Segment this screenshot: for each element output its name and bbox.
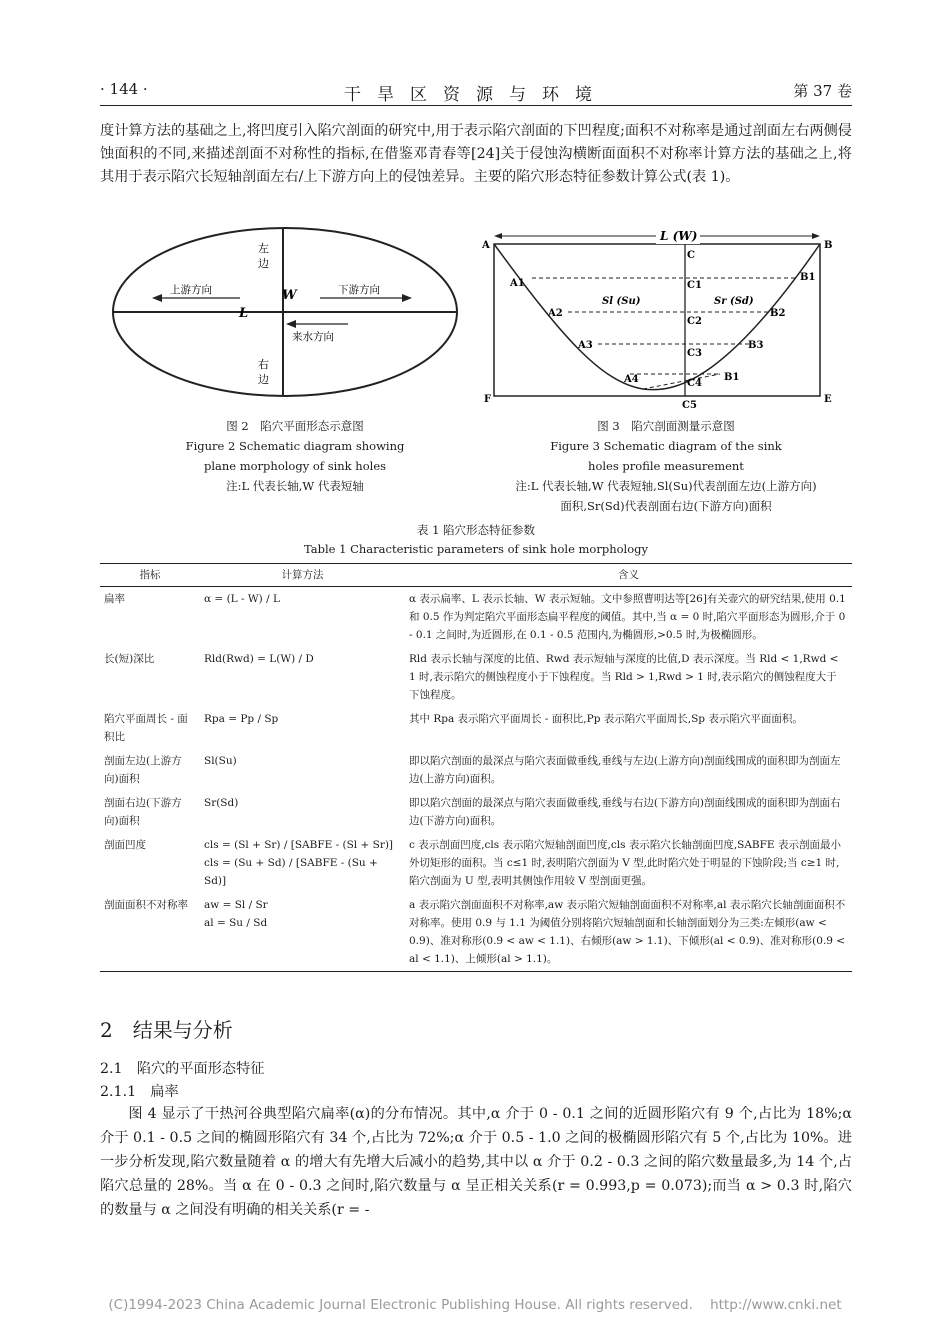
cell-meaning: 其中 Rpa 表示陷穴平面周长 - 面积比,Pp 表示陷穴平面周长,Sp 表示陷穴平面面积。 [409, 713, 803, 725]
label-Sl: Sl (Su) [602, 296, 641, 307]
cell-formula: Rld(Rwd) = L(W) / D [204, 653, 314, 665]
table-row [100, 749, 852, 791]
figure-2-caption-cn: 图 2 陷穴平面形态示意图 [226, 419, 364, 433]
cell-meaning: 即以陷穴剖面的最深点与陷穴表面做垂线,垂线与左边(上游方向)剖面线围成的面积即为剖面左边(上游方向)面积。 [409, 755, 841, 785]
label-B1-top: B1 [800, 272, 816, 283]
table-row [100, 587, 852, 648]
label-B2: B2 [770, 308, 786, 319]
label-right-side-2: 边 [258, 373, 269, 386]
cell-indicator: 剖面左边(上游方向)面积 [104, 755, 182, 785]
table-header-row [100, 564, 852, 587]
figure-3-note-1: 注:L 代表长轴,W 代表短轴,Sl(Su)代表剖面左边(上游方向) [515, 479, 817, 493]
cell-indicator: 剖面凹度 [104, 839, 146, 851]
label-B1-bottom: B1 [724, 372, 740, 383]
figure-3-caption-en-1: Figure 3 Schematic diagram of the sink [550, 439, 782, 453]
parameter-table [100, 563, 852, 972]
label-A4: A4 [624, 374, 639, 385]
cell-formula: Sr(Sd) [204, 797, 239, 809]
section-heading: 2 结果与分析 [100, 1018, 233, 1042]
label-L: L [239, 306, 249, 321]
cell-indicator: 剖面右边(下游方向)面积 [104, 797, 182, 827]
figure-3-diagram [480, 224, 852, 414]
label-downstream: 下游方向 [338, 284, 380, 296]
label-L-W: L (W) [660, 229, 698, 243]
figure-2-caption-en-1: Figure 2 Schematic diagram showing [185, 439, 405, 453]
bounding-rectangle [494, 244, 820, 396]
label-W: W [282, 288, 297, 303]
label-left-side-2: 边 [258, 257, 269, 270]
page-number: · 144 · [100, 80, 148, 98]
figure-2-diagram [108, 224, 468, 410]
figure-2-caption-en-2: plane morphology of sink holes [203, 459, 387, 473]
cell-meaning: c 表示剖面凹度,cls 表示陷穴短轴剖面凹度,cls 表示陷穴长轴剖面凹度,SABFE 表示剖面最小外切矩形的面积。当 c≤1 时,表明陷穴剖面为 V 型,此时陷穴处于明显的下蚀阶段;当 c≥1 时,陷穴剖面为 U 型,表明其侧蚀作用较 V 型剖面更强。 [409, 839, 841, 887]
figure-2-note: 注:L 代表长轴,W 代表短轴 [226, 479, 364, 493]
cell-meaning: Rld 表示长轴与深度的比值、Rwd 表示短轴与深度的比值,D 表示深度。当 Rld < 1,Rwd < 1 时,表示陷穴的侧蚀程度小于下蚀程度。当 Rld > 1,Rwd > 1 时,表示陷穴的侧蚀程度大于下蚀程度。 [409, 653, 839, 701]
label-A3: A3 [578, 340, 593, 351]
table-1-title [100, 521, 852, 559]
label-C3: C3 [687, 348, 702, 359]
label-B: B [824, 240, 833, 251]
width-arrowhead-right [812, 233, 820, 239]
table-row [100, 791, 852, 833]
intro-paragraph: 度计算方法的基础之上,将凹度引入陷穴剖面的研究中,用于表示陷穴剖面的下凹程度;面积不对称率是通过剖面左右两侧侵蚀面积的不同,来描述剖面不对称性的指标,在借鉴邓青春等[24]关于侵蚀沟横断面面积不对称率计算方法的基础之上,将其用于表示陷穴长短轴剖面左右/上下游方向上的侵蚀差异。主要的陷穴形态特征参数计算公式(表 1)。 [100, 123, 852, 185]
table-1-title-cn: 表 1 陷穴形态特征参数 [416, 523, 536, 537]
cell-formula: Sl(Su) [204, 755, 237, 767]
width-arrowhead-left [494, 233, 502, 239]
header-indicator: 指标 [139, 569, 161, 581]
copyright-footer: (C)1994-2023 China Academic Journal Electronic Publishing House. All rights reserved. http://www.cnki.net [108, 1297, 842, 1313]
journal-title: 干旱区资源与环境 [344, 85, 608, 105]
downstream-arrowhead [402, 294, 412, 302]
cell-meaning: α 表示扁率、L 表示长轴、W 表示短轴。文中参照曹明达等[26]有关壶穴的研究结果,使用 0.1 和 0.5 作为判定陷穴平面形态扁平程度的阈值。其中,当 α = 0 时,陷穴平面形态为圆形,介于 0 - 0.1 之间时,为近圆形,在 0.1 - 0.5 范围内,为椭圆形,>0.5 时,为极椭圆形。 [409, 593, 846, 641]
label-upstream: 上游方向 [170, 284, 212, 296]
label-right-side-1: 右 [258, 358, 269, 371]
label-E: E [824, 394, 832, 405]
results-paragraph: 图 4 显示了干热河谷典型陷穴扁率(α)的分布情况。其中,α 介于 0 - 0.1 之间的近圆形陷穴有 9 个,占比为 18%;α 介于 0.1 - 0.5 之间的椭圆形陷穴有 34 个,占比为 72%;α 介于 0.5 - 1.0 之间的极椭圆形陷穴有 5 个,占比为 10%。进一步分析发现,陷穴数量随着 α 的增大有先增大后减小的趋势,其中以 α 介于 0.2 - 0.3 之间的陷穴数量最多,为 14 个,占陷穴总量的 28%。当 α 在 0 - 0.3 之间时,陷穴数量与 α 呈正相关关系(r = 0.993,p = 0.073);而当 α > 0.3 时,陷穴的数量与 α 之间没有明确的相关关系(r = - [100, 1106, 852, 1218]
cell-indicator: 长(短)深比 [104, 653, 155, 665]
volume-label: 第 37 卷 [793, 82, 852, 100]
figure-3-caption-cn: 图 3 陷穴剖面测量示意图 [597, 419, 735, 433]
subsubsection-heading: 2.1.1 扁率 [100, 1084, 179, 1100]
figure-3-caption-en-2: holes profile measurement [588, 459, 744, 473]
label-C4: C4 [687, 378, 702, 389]
upstream-arrowhead [152, 294, 162, 302]
label-C2: C2 [687, 316, 702, 327]
table-row [100, 707, 852, 749]
cell-indicator: 剖面面积不对称率 [104, 899, 188, 911]
cell-formula: cls = (Sl + Sr) / [SABFE - (Sl + Sr)] cls = (Su + Sd) / [SABFE - (Su + Sd)] [204, 839, 394, 887]
label-C1: C1 [687, 280, 702, 291]
figure-3-note-2: 面积,Sr(Sd)代表剖面右边(下游方向)面积 [560, 499, 772, 513]
cell-formula: aw = Sl / Sr al = Su / Sd [204, 899, 268, 929]
table-row [100, 833, 852, 893]
label-C: C [687, 250, 695, 261]
label-A1: A1 [510, 278, 525, 289]
label-A: A [482, 240, 490, 251]
cell-indicator: 陷穴平面周长 - 面积比 [104, 713, 188, 743]
table-1 [100, 563, 852, 972]
table-1-title-en: Table 1 Characteristic parameters of sink hole morphology [303, 542, 649, 556]
figure-2-caption [150, 416, 440, 496]
dashed-line-5 [643, 374, 720, 389]
label-left-side-1: 左 [258, 242, 269, 255]
cell-formula: α = (L - W) / L [204, 593, 280, 605]
cell-meaning: a 表示陷穴剖面面积不对称率,aw 表示陷穴短轴剖面面积不对称率,al 表示陷穴长轴剖面面积不对称率。使用 0.9 与 1.1 为阈值分别将陷穴短轴剖面和长轴剖面划分为三类:左倾形(aw < 0.9)、准对称形(0.9 < aw < 1.1)、右倾形(aw > 1.1)、下倾形(al < 0.9)、准对称形(0.9 < al < 1.1)、上倾形(al > 1.1)。 [409, 899, 846, 965]
cell-indicator: 扁率 [104, 593, 125, 605]
header-meaning: 含义 [618, 569, 639, 581]
label-B3: B3 [748, 340, 764, 351]
cell-meaning: 即以陷穴剖面的最深点与陷穴表面做垂线,垂线与右边(下游方向)剖面线围成的面积即为剖面右边(下游方向)面积。 [409, 797, 841, 827]
figure-3-caption [480, 416, 852, 516]
label-Sr: Sr (Sd) [714, 296, 754, 307]
table-row [100, 647, 852, 707]
page-header [100, 80, 852, 106]
table-row [100, 893, 852, 972]
subsection-heading: 2.1 陷穴的平面形态特征 [100, 1061, 265, 1077]
cell-formula: Rpa = Pp / Sp [204, 713, 279, 725]
label-F: F [484, 394, 492, 405]
incoming-water-arrowhead [286, 320, 296, 328]
label-A2: A2 [548, 308, 563, 319]
label-incoming-water: 来水方向 [292, 331, 334, 343]
header-formula: 计算方法 [281, 569, 324, 581]
label-C5: C5 [682, 400, 697, 411]
